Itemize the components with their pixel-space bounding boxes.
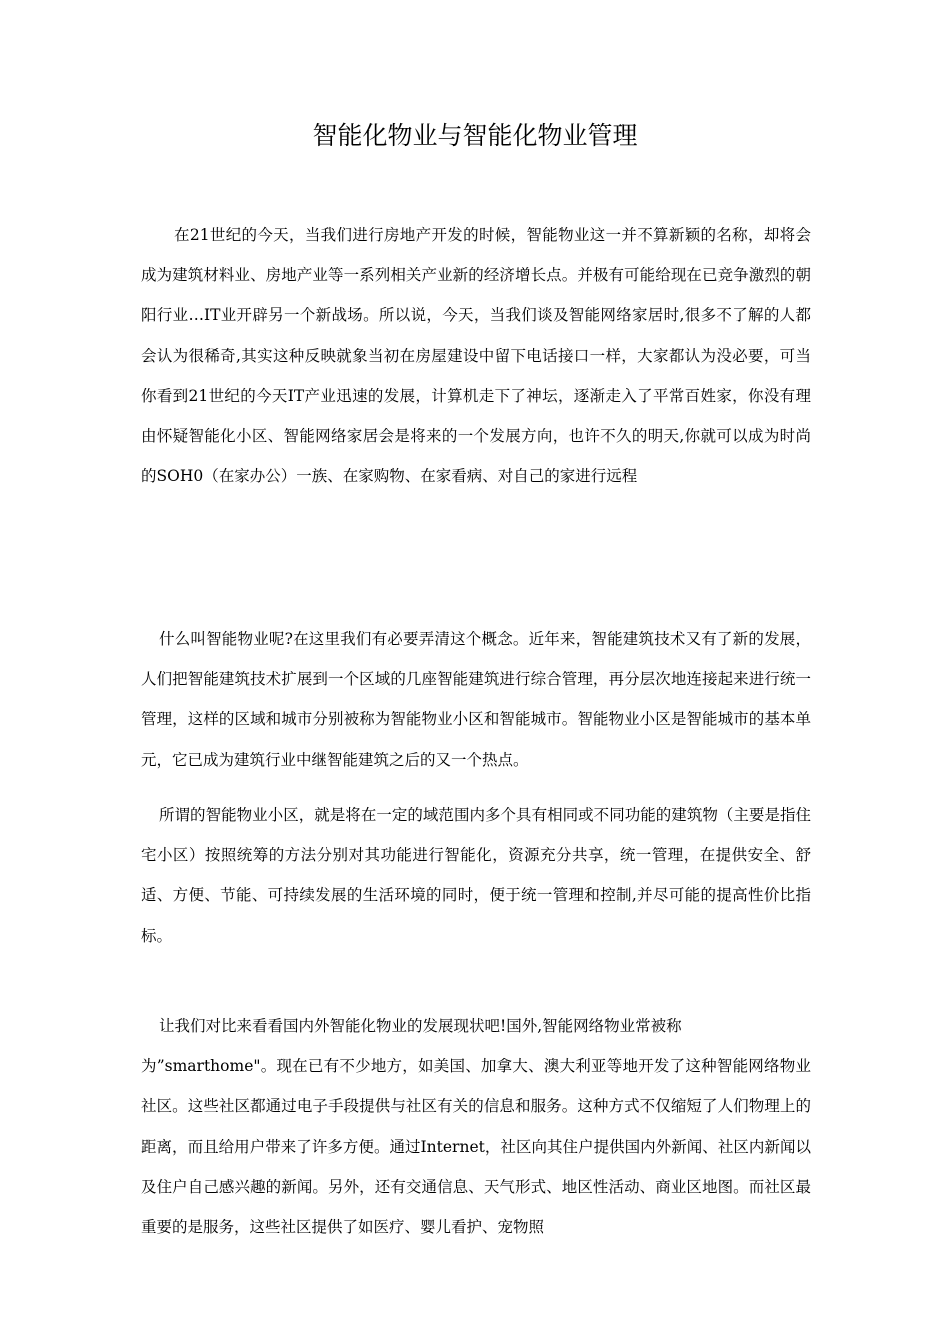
- paragraph-smart-community: 所谓的智能物业小区，就是将在一定的域范围内多个具有相同或不同功能的建筑物（主要是指住宅小区）按照统筹的方法分别对其功能进行智能化，资源充分共享，统一管理，在提供安全、舒适、方便、节能、可持续发展的生活环境的同时，便于统一管理和控制,并尽可能的提高性价比指标。: [141, 806, 811, 945]
- paragraph-comparison: [141, 1006, 811, 1247]
- paragraph-definition: 什么叫智能物业呢?在这里我们有必要弄清这个概念。近年来，智能建筑技术又有了新的发展，人们把智能建筑技术扩展到一个区域的几座智能建筑进行综合管理，再分层次地连接起来进行统一管理，这样的区域和城市分别被称为智能物业小区和智能城市。智能物业小区是智能城市的基本单元，它已成为建筑行业中继智能建筑之后的又一个热点。: [141, 630, 811, 769]
- paragraph-comparison-body: 为”smarthome"。现在已有不少地方，如美国、加拿大、澳大利亚等地开发了这种智能网络物业社区。这些社区都通过电子手段提供与社区有关的信息和服务。这种方式不仅缩短了人们物理上的距离，而且给用户带来了许多方便。通过Internet，社区向其住户提供国内外新闻、社区内新闻以及住户自己感兴趣的新闻。另外，还有交通信息、天气形式、地区性活动、商业区地图。而社区最重要的是服务，这些社区提供了如医疗、婴儿看护、宠物照: [141, 1057, 811, 1237]
- document-title: 智能化物业与智能化物业管理: [312, 121, 638, 150]
- paragraph-intro: 在21世纪的今天，当我们进行房地产开发的时候，智能物业这一并不算新颖的名称，却将会成为建筑材料业、房地产业等一系列相关产业新的经济增长点。并极有可能给现在已竞争激烈的朝阳行业…IT业开辟另一个新战场。所以说，今天，当我们谈及智能网络家居时,很多不了解的人都会认为很稀奇,其实这种反映就象当初在房屋建设中留下电话接口一样，大家都认为没必要，可当你看到21世纪的今天IT产业迅速的发展，计算机走下了神坛，逐渐走入了平常百姓家，你没有理由怀疑智能化小区、智能网络家居会是将来的一个发展方向，也许不久的明天,你就可以成为时尚的SOH0（在家办公）一族、在家购物、在家看病、对自己的家进行远程: [141, 226, 811, 486]
- paragraph-comparison-lead: 让我们对比来看看国内外智能化物业的发展现状吧!国外,智能网络物业常被称: [159, 1017, 682, 1035]
